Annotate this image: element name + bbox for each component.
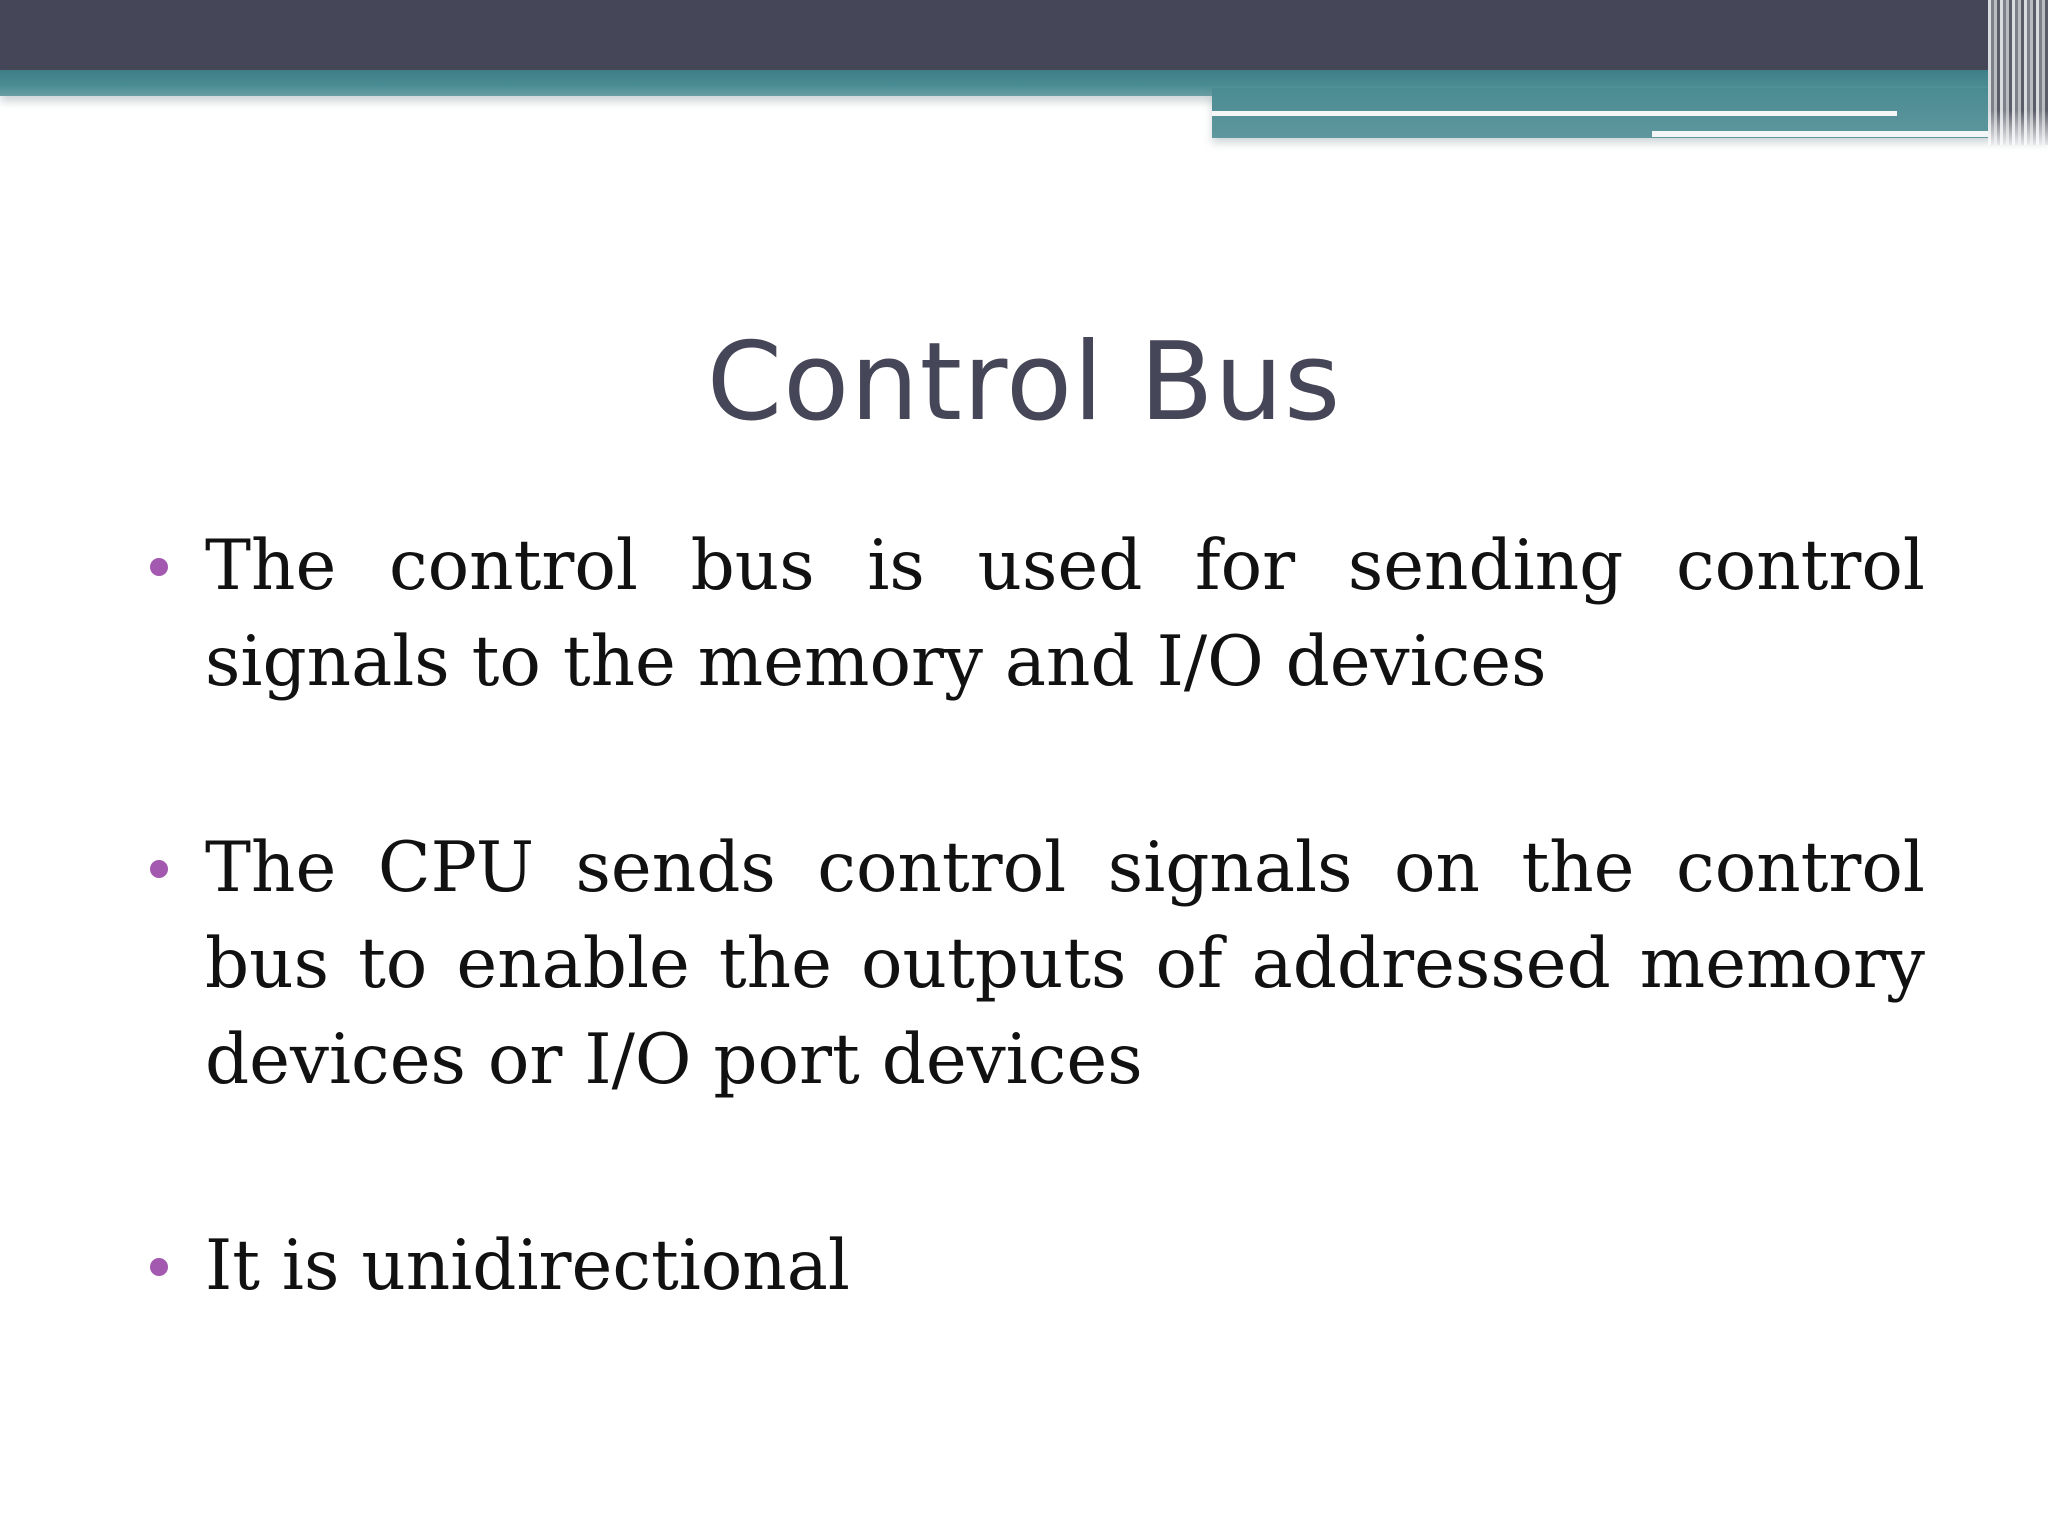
- header-accent-line-short: [1652, 131, 2008, 137]
- bullet-item: [150, 518, 1925, 710]
- header-dark-band: [0, 0, 2048, 70]
- slide-title: Control Bus: [706, 320, 1342, 445]
- bullet-text: The control bus is used for sending control signals to the memory and I/O devices: [205, 526, 1925, 702]
- bullet-list: [150, 518, 1925, 1314]
- bullet-item: [150, 1218, 1925, 1314]
- bullet-dot-icon: [150, 558, 168, 576]
- bullet-dot-icon: [150, 1258, 168, 1276]
- bullet-item: [150, 820, 1925, 1108]
- bullet-dot-icon: [150, 860, 168, 878]
- header-stripes-fade: [1988, 110, 2048, 145]
- header-accent-line: [1212, 111, 1897, 116]
- bullet-text: The CPU sends control signals on the control bus to enable the outputs of addressed memory devices or I/O port devices: [205, 828, 1925, 1100]
- bullet-text: It is unidirectional: [205, 1226, 850, 1306]
